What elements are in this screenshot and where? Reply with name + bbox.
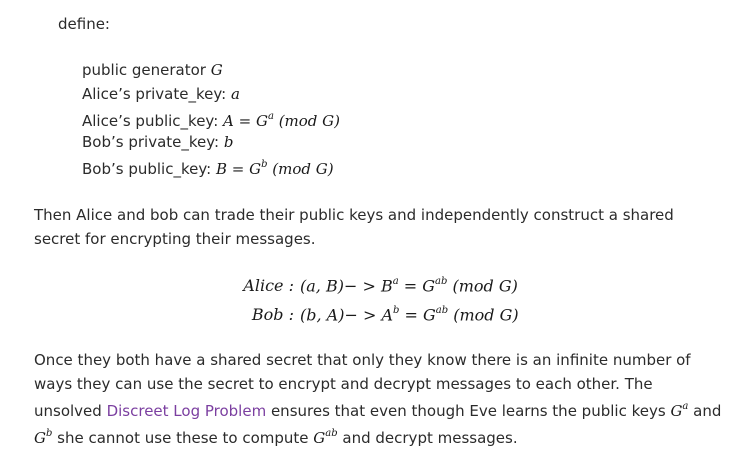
paragraph-text: she cannot use these to compute: [52, 429, 314, 447]
definition-label: Alice’s public_key:: [82, 112, 224, 130]
equation-block: [0, 270, 745, 328]
definition-bob-public-key: [82, 156, 340, 180]
paragraph-text: ensures that even though Eve learns the public keys: [266, 402, 671, 420]
inline-math-g-ab: $G^{ab}$: [313, 428, 338, 447]
definition-alice-private-key: [82, 84, 340, 108]
definition-generator: [82, 60, 340, 84]
paragraph-key-exchange: Then Alice and bob can trade their public keys and independently construct a shared secret for encrypting their messages.: [34, 206, 674, 248]
inline-math-g-b: $G^b$: [34, 428, 53, 447]
equation-lhs: Alice :: [243, 276, 294, 296]
definition-label: Alice’s private_key:: [82, 85, 231, 103]
definition-label: Bob’s public_key:: [82, 160, 216, 178]
definition-bob-private-key: [82, 132, 340, 156]
definition-math: b: [223, 133, 234, 151]
definition-math: G: [210, 61, 223, 79]
definition-math: $A = G^a$ (mod G): [223, 111, 341, 130]
paragraph-text: and decrypt messages.: [337, 429, 518, 447]
equation-lhs: Bob :: [251, 305, 294, 325]
definition-alice-public-key: [82, 108, 340, 132]
equation-rhs: (a, $B)- > B^a = G^{ab}$ (mod G): [300, 276, 518, 296]
definition-math: $B = G^b$ (mod G): [215, 159, 334, 178]
paragraph-text: Once they both have a shared secret that only they know there is an infinite number of ways they can use the secret to encrypt and decrypt messages to each other. The unsolved: [34, 351, 691, 420]
paragraph-discrete-log: [34, 348, 724, 450]
definition-label: public generator: [82, 61, 211, 79]
definition-list: [82, 60, 340, 180]
paragraph-text: and: [688, 402, 722, 420]
discreet-log-problem-link[interactable]: Discreet Log Problem: [106, 402, 267, 420]
definition-math: a: [230, 85, 240, 103]
define-label: define:: [58, 15, 110, 33]
equation-alice: [0, 270, 745, 299]
equation-bob: [0, 299, 745, 328]
inline-math-g-a: $G^a$: [670, 401, 689, 420]
definition-label: Bob’s private_key:: [82, 133, 224, 151]
equation-rhs: (b, $A)- > A^b = G^{ab}$ (mod G): [300, 305, 519, 325]
